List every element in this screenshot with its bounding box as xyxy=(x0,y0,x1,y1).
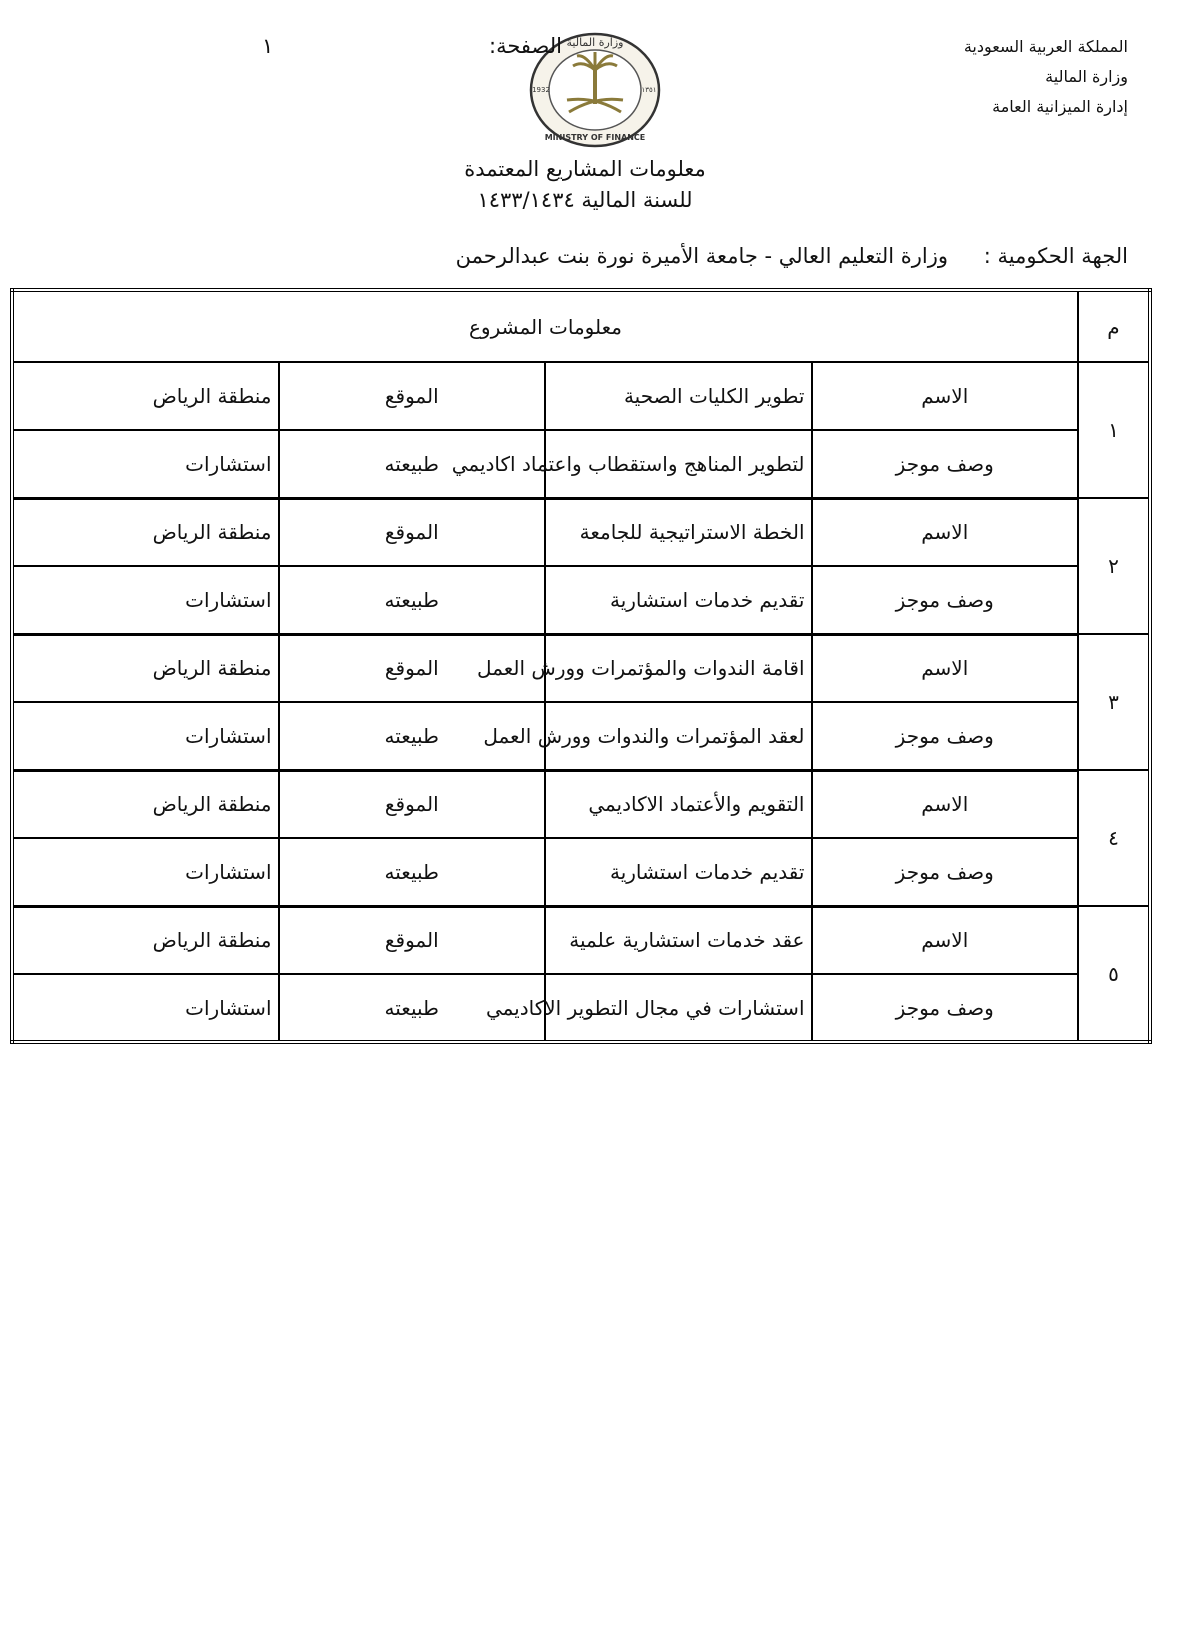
table-row xyxy=(12,702,1150,770)
project-nature: استشارات xyxy=(12,974,279,1042)
entity-value: وزارة التعليم العالي - جامعة الأميرة نورة بنت عبدالرحمن xyxy=(455,244,948,268)
title-line-1: معلومات المشاريع المعتمدة xyxy=(464,157,706,181)
project-nature: استشارات xyxy=(12,838,279,906)
seal-year-left: 1932 xyxy=(532,86,550,94)
label-name: الاسم xyxy=(812,770,1079,838)
project-name: اقامة الندوات والمؤتمرات وورش العمل xyxy=(545,634,812,702)
project-name: التقويم والأعتماد الاكاديمي xyxy=(545,770,812,838)
label-location: الموقع xyxy=(279,498,546,566)
label-location: الموقع xyxy=(279,634,546,702)
org-line: وزارة المالية xyxy=(1045,67,1128,86)
project-desc: لعقد المؤتمرات والندوات وورش العمل xyxy=(545,702,812,770)
table-row xyxy=(12,838,1150,906)
label-name: الاسم xyxy=(812,634,1079,702)
project-name: الخطة الاستراتيجية للجامعة xyxy=(545,498,812,566)
label-nature: طبيعته xyxy=(279,974,546,1042)
label-desc: وصف موجز xyxy=(812,430,1079,498)
org-block xyxy=(878,32,1128,122)
seal-arc-text: وزارة المالية xyxy=(566,36,624,49)
project-location: منطقة الرياض xyxy=(12,362,279,430)
table-header-row xyxy=(12,290,1150,362)
page-number: ١ xyxy=(262,34,274,58)
project-nature: استشارات xyxy=(12,430,279,498)
title-line-2: للسنة المالية ١٤٣٣/١٤٣٤ xyxy=(477,188,693,212)
label-desc: وصف موجز xyxy=(812,566,1079,634)
projects-table xyxy=(10,288,1152,1044)
table-row xyxy=(12,566,1150,634)
document-title xyxy=(420,154,750,216)
org-line: إدارة الميزانية العامة xyxy=(992,97,1128,116)
project-desc: تقديم خدمات استشارية xyxy=(545,838,812,906)
row-number: ٢ xyxy=(1078,498,1150,634)
table-row xyxy=(12,498,1150,566)
label-nature: طبيعته xyxy=(279,430,546,498)
table-row xyxy=(12,430,1150,498)
label-nature: طبيعته xyxy=(279,566,546,634)
header-num: م xyxy=(1078,290,1150,362)
table-row xyxy=(12,770,1150,838)
table-row xyxy=(12,906,1150,974)
table-row xyxy=(12,974,1150,1042)
project-desc: استشارات في مجال التطوير الاكاديمي xyxy=(545,974,812,1042)
row-number: ٤ xyxy=(1078,770,1150,906)
label-nature: طبيعته xyxy=(279,838,546,906)
government-entity xyxy=(428,244,1128,278)
seal-bottom-text: MINISTRY OF FINANCE xyxy=(544,133,646,142)
row-number: ٣ xyxy=(1078,634,1150,770)
table-row xyxy=(12,634,1150,702)
label-desc: وصف موجز xyxy=(812,974,1079,1042)
label-name: الاسم xyxy=(812,498,1079,566)
project-name: تطوير الكليات الصحية xyxy=(545,362,812,430)
project-name: عقد خدمات استشارية علمية xyxy=(545,906,812,974)
project-location: منطقة الرياض xyxy=(12,498,279,566)
label-location: الموقع xyxy=(279,906,546,974)
page-label: الصفحة: xyxy=(489,34,562,58)
label-name: الاسم xyxy=(812,906,1079,974)
project-desc: لتطوير المناهج واستقطاب واعتماد اكاديمي xyxy=(545,430,812,498)
row-number: ٥ xyxy=(1078,906,1150,1042)
seal-year-right: ١٣٥١ xyxy=(641,86,657,94)
project-location: منطقة الرياض xyxy=(12,906,279,974)
project-location: منطقة الرياض xyxy=(12,634,279,702)
label-nature: طبيعته xyxy=(279,702,546,770)
row-number: ١ xyxy=(1078,362,1150,498)
entity-label: الجهة الحكومية : xyxy=(983,244,1128,268)
project-nature: استشارات xyxy=(12,702,279,770)
header-project-info: معلومات المشروع xyxy=(12,290,1078,362)
label-location: الموقع xyxy=(279,362,546,430)
label-desc: وصف موجز xyxy=(812,838,1079,906)
project-location: منطقة الرياض xyxy=(12,770,279,838)
org-line: المملكة العربية السعودية xyxy=(963,37,1128,56)
project-desc: تقديم خدمات استشارية xyxy=(545,566,812,634)
label-location: الموقع xyxy=(279,770,546,838)
label-desc: وصف موجز xyxy=(812,702,1079,770)
project-nature: استشارات xyxy=(12,566,279,634)
label-name: الاسم xyxy=(812,362,1079,430)
table-row xyxy=(12,362,1150,430)
page-number-block xyxy=(262,34,562,68)
